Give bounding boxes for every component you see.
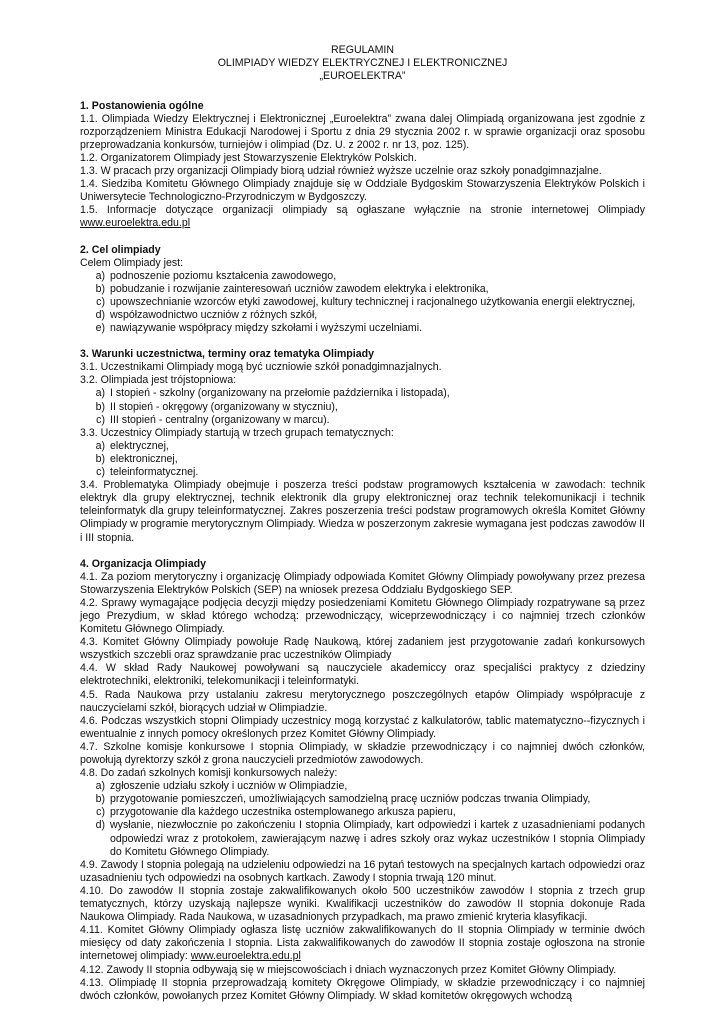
- list-item: [80, 414, 645, 427]
- paragraph-3-3: 3.3. Uczestnicy Olimpiady startują w trzech grupach tematycznych:: [80, 426, 394, 439]
- section-2-heading: 2. Cel olimpiady: [80, 243, 161, 256]
- list-item: [80, 322, 645, 335]
- section-3: [80, 348, 645, 544]
- paragraph-1-3: 1.3. W pracach przy organizacji Olimpiady biorą udział również wyższe uczelnie oraz szkoły ponadgimnazjalne.: [80, 165, 602, 178]
- list-item: [80, 466, 645, 479]
- list-label: d): [95, 309, 105, 322]
- list-item: [80, 780, 645, 793]
- paragraph-4-6: 4.6. Podczas wszystkich stopni Olimpiady uczestnicy mogą korzystać z kalkulatorów, tablic matematyczno--fizycznych i ewentualnie z innych pomocy określonych przez Komitet Główny Olimpiady.: [80, 714, 645, 740]
- list-label: b): [95, 793, 105, 806]
- list-item: [80, 440, 645, 453]
- list-text: nawiązywanie współpracy między szkołami i wyższymi uczelniami.: [110, 322, 423, 335]
- list-item: [80, 819, 645, 858]
- paragraph-1-2: 1.2. Organizatorem Olimpiady jest Stowarzyszenie Elektryków Polskich.: [80, 151, 417, 164]
- list-text: pobudzanie i rozwijanie zainteresowań uczniów zawodem elektryka i elektronika,: [110, 282, 489, 295]
- list-label: c): [96, 806, 105, 819]
- section-3-heading: 3. Warunki uczestnictwa, terminy oraz tematyka Olimpiady: [80, 348, 374, 361]
- list-item: [80, 296, 645, 309]
- list-label: a): [95, 439, 105, 452]
- paragraph-4-12: 4.12. Zawody II stopnia odbywają się w miejscowościach i dniach wyznaczonych przez Komitet Główny Olimpiady.: [80, 963, 617, 976]
- list-label: c): [96, 413, 105, 426]
- website-link[interactable]: www.euroelektra.edu.pl: [190, 950, 301, 963]
- list-text: elektrycznej,: [110, 439, 169, 452]
- list-text: przygotowanie pomieszczeń, umożliwiających samodzielną pracę uczniów podczas trwania Olimpiady,: [110, 793, 591, 806]
- list-item: [80, 453, 645, 466]
- list-text: wysłanie, niezwłocznie po zakończeniu I stopnia Olimpiady, kart odpowiedzi i kartek z uzasadnieniami podanych odpowiedzi wraz z protokołem, zawierającym nazwę i adres szkoły oraz wykaz uczestników I stopnia Olimpiady do Komitetu Głównego Olimpiady.: [110, 819, 645, 858]
- paragraph-4-11-text: 4.11. Komitet Główny Olimpiady ogłasza listę uczniów zakwalifikowanych do II stopnia Olimpiady w terminie dwóch miesięcy od daty zakończenia I stopnia. Lista zakwalifikowanych do zawodów II stopnia zostaje ogłoszona na stronie internetowej olimpiady:: [80, 924, 645, 963]
- title-line-1: REGULAMIN: [331, 44, 394, 56]
- list-text: zgłoszenie udziału szkoły i uczniów w Olimpiadzie,: [110, 780, 348, 793]
- title-line-2: OLIMPIADY WIEDZY ELEKTRYCZNEJ I ELEKTRONICZNEJ: [217, 57, 508, 70]
- paragraph-1-5: [80, 204, 645, 230]
- section-4: [80, 558, 645, 1003]
- section-4-heading: 4. Organizacja Olimpiady: [80, 557, 206, 570]
- list-label: c): [96, 466, 105, 479]
- list-text: I stopień - szkolny (organizowany na przełomie października i listopada),: [110, 387, 450, 400]
- website-link[interactable]: www.euroelektra.edu.pl: [80, 217, 191, 230]
- section-2: [80, 244, 645, 336]
- list-label: b): [95, 400, 105, 413]
- list-text: elektronicznej,: [110, 452, 178, 465]
- list-text: przygotowanie dla każdego uczestnika ostemplowanego arkusza papieru,: [110, 806, 456, 819]
- paragraph-4-7: 4.7. Szkolne komisje konkursowe I stopnia Olimpiady, w składzie przewodniczący i co najmniej dwóch członków, powołują dyrektorzy szkół z grona nauczycieli przedmiotów zawodowych.: [80, 740, 645, 767]
- list-text: współzawodnictwo uczniów z różnych szkół,: [110, 309, 318, 322]
- list-label: a): [95, 780, 105, 793]
- paragraph-3-2: 3.2. Olimpiada jest trójstopniowa:: [80, 374, 237, 387]
- list-item: [80, 309, 645, 322]
- section-1: [80, 100, 645, 231]
- list-text: upowszechnianie wzorców etyki zawodowej, kultury technicznej i racjonalnego użytkowania energii elektrycznej,: [110, 295, 636, 308]
- document-title: [80, 44, 645, 84]
- list-label: a): [95, 387, 105, 400]
- paragraph-1-1: 1.1. Olimpiada Wiedzy Elektrycznej i Elektronicznej „Euroelektra” zwana dalej Olimpiadą organizowana jest zgodnie z rozporządzeniem Ministra Edukacji Narodowej i Sportu z dnia 29 stycznia 2002 r. w sprawie organizacji oraz sposobu przeprowadzania konkursów, turniejów i olimpiad (Dz. U. z 2002 r. nr 13, poz. 125).: [80, 112, 645, 151]
- list-text: teleinformatycznej.: [110, 466, 199, 479]
- paragraph-4-4: 4.4. W skład Rady Naukowej powoływani są nauczyciele akademiccy oraz specjaliści praktycy z dziedziny elektrotechniki, elektroniki, telekomunikacji i teleinformatyki.: [80, 662, 645, 688]
- paragraph-3-4: 3.4. Problematyka Olimpiady obejmuje i poszerza treści podstaw programowych kształcenia w zawodach: technik elektryk dla grupy elektrycznej, technik elektronik dla grupy elektronicznej oraz technik telekomunikacji i technik teleinformatyk dla grupy teleinformatycznej. Zakres poszerzenia treści podstaw programowych określa Komitet Główny Olimpiady w programie merytorycznym Olimpiady. Wiedza w poszerzonym zakresie wymagana jest podczas zawodów II i III stopnia.: [80, 479, 645, 544]
- paragraph-4-3: 4.3. Komitet Główny Olimpiady powołuje Radę Naukową, której zadaniem jest przygotowanie zadań konkursowych wszystkich szczebli oraz sprawdzanie prac uczestników Olimpiady: [80, 636, 645, 662]
- list-label: d): [95, 819, 105, 832]
- paragraph-3-1: 3.1. Uczestnikami Olimpiady mogą być uczniowie szkół ponadgimnazjalnych.: [80, 361, 442, 374]
- paragraph-1-5-text: 1.5. Informacje dotyczące organizacji olimpiady są ogłaszane wyłącznie na stronie internetowej Olimpiady: [80, 204, 645, 217]
- list-label: b): [95, 282, 105, 295]
- paragraph-4-5: 4.5. Rada Naukowa przy ustalaniu zakresu merytorycznego poszczególnych etapów Olimpiady współpracuje z nauczycielami szkół, biorących udział w Olimpiadzie.: [80, 688, 645, 714]
- list-item: [80, 806, 645, 819]
- paragraph-4-2: 4.2. Sprawy wymagające podjęcia decyzji między posiedzeniami Komitetu Głównego Olimpiady rozpatrywane są przez jego Prezydium, w skład którego wchodzą: przewodniczący, wiceprzewodniczący i co najmniej trzech członków Komitetu Głównego Olimpiady.: [80, 596, 645, 636]
- list-label: c): [96, 295, 105, 308]
- list-text: podnoszenie poziomu kształcenia zawodowego,: [110, 269, 337, 282]
- paragraph-1-4: 1.4. Siedziba Komitetu Głównego Olimpiady znajduje się w Oddziale Bydgoskim Stowarzyszenia Elektryków Polskich i Uniwersytecie Technologiczno-Przyrodniczym w Bydgoszczy.: [80, 178, 645, 204]
- list-label: a): [95, 269, 105, 282]
- paragraph-4-13: 4.13. Olimpiadę II stopnia przeprowadzają komitety Okręgowe Olimpiady, w składzie przewodniczący i co najmniej dwóch członków, powołanych przez Komitet Główny Olimpiady. W skład komitetów okręgowych wchodzą: [80, 976, 645, 1002]
- title-line-3: „EUROELEKTRA”: [319, 70, 406, 83]
- paragraph-4-9: 4.9. Zawody I stopnia polegają na udzieleniu odpowiedzi na 16 pytań testowych na specjalnych kartach odpowiedzi oraz uzasadnieniu tych odpowiedzi na osobnych kartkach. Zawody I stopnia trwają 120 minut.: [80, 858, 645, 884]
- list-item: [80, 283, 645, 296]
- section-1-heading: 1. Postanowienia ogólne: [80, 99, 204, 112]
- paragraph-4-8: 4.8. Do zadań szkolnych komisji konkursowych należy:: [80, 767, 338, 780]
- list-label: e): [95, 322, 105, 335]
- list-item: [80, 387, 645, 400]
- list-label: b): [95, 452, 105, 465]
- list-item: [80, 793, 645, 806]
- list-item: [80, 401, 645, 414]
- section-2-intro: Celem Olimpiady jest:: [80, 256, 184, 269]
- paragraph-4-11: [80, 924, 645, 963]
- list-item: [80, 270, 645, 283]
- paragraph-4-1: 4.1. Za poziom merytoryczny i organizację Olimpiady odpowiada Komitet Główny Olimpiady powoływany przez prezesa Stowarzyszenia Elektryków Polskich (SEP) na wniosek prezesa Oddziału Bydgoskiego SEP.: [80, 570, 645, 596]
- list-text: III stopień - centralny (organizowany w marcu).: [110, 413, 330, 426]
- list-text: II stopień - okręgowy (organizowany w styczniu),: [110, 400, 338, 413]
- paragraph-4-10: 4.10. Do zawodów II stopnia zostaje zakwalifikowanych około 500 uczestników zawodów I stopnia z trzech grup tematycznych, którzy uzyskają najlepsze wyniki. Kwalifikacji uczestników do zawodów II stopnia dokonuje Rada Naukowa Olimpiady. Rada Naukowa, w uzasadnionych przypadkach, ma prawo zmienić kryteria klasyfikacji.: [80, 884, 645, 924]
